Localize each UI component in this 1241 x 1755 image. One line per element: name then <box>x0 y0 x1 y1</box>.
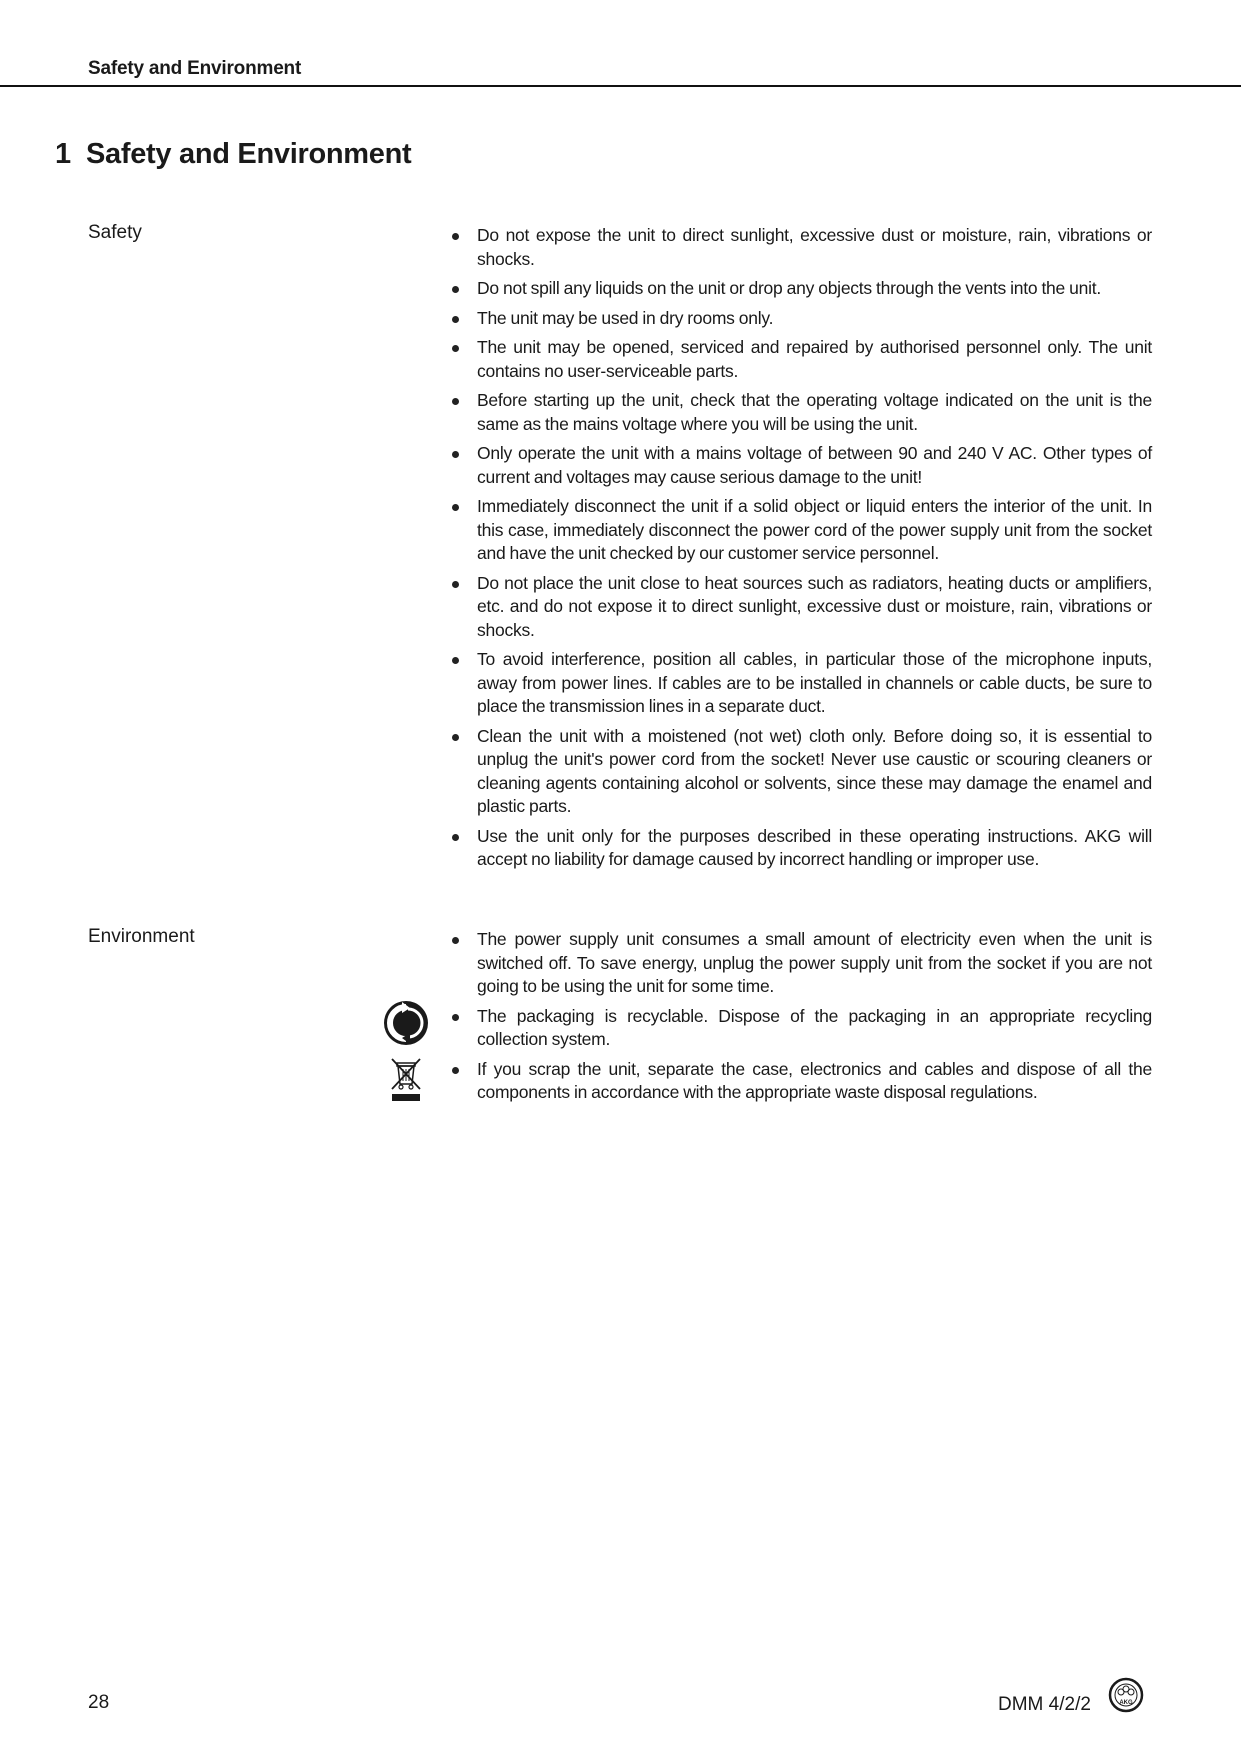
bullet-icon <box>452 734 459 741</box>
bullet-icon <box>452 937 459 944</box>
running-header: Safety and Environment <box>88 58 302 79</box>
safety-item: The unit may be used in dry rooms only. <box>452 307 1152 331</box>
bullet-icon <box>452 316 459 323</box>
bullet-icon <box>452 1014 459 1021</box>
chapter-number: 1 <box>55 138 71 170</box>
environment-section-label: Environment <box>88 926 195 947</box>
safety-section-label: Safety <box>88 222 142 243</box>
header-rule <box>0 85 1241 87</box>
bullet-icon <box>452 834 459 841</box>
bullet-icon <box>452 657 459 664</box>
bullet-icon <box>452 581 459 588</box>
environment-item: The packaging is recyclable. Dispose of the packaging in an appropriate recycling collection system. <box>452 1005 1152 1052</box>
safety-item: The unit may be opened, serviced and repaired by authorised personnel only. The unit contains no user-serviceable parts. <box>452 336 1152 383</box>
safety-item: Before starting up the unit, check that the operating voltage indicated on the unit is the same as the mains voltage where you will be using the unit. <box>452 389 1152 436</box>
safety-list <box>452 224 1152 878</box>
bullet-icon <box>452 286 459 293</box>
environment-list <box>452 928 1152 1111</box>
crossed-out-wheelie-bin-icon <box>389 1056 423 1109</box>
chapter-title <box>55 138 411 171</box>
safety-item: Clean the unit with a moistened (not wet) cloth only. Before doing so, it is essential to unplug the unit's power cord from the socket! Never use caustic or scouring cleaners or cleaning agents containing alcohol or solvents, since these may damage the enamel and plastic parts. <box>452 725 1152 819</box>
bullet-icon <box>452 345 459 352</box>
akg-logo-text: AKG <box>1119 1700 1133 1706</box>
bullet-icon <box>452 233 459 240</box>
bullet-icon <box>452 504 459 511</box>
safety-item: Do not expose the unit to direct sunlight, excessive dust or moisture, rain, vibrations or shocks. <box>452 224 1152 271</box>
safety-item: Use the unit only for the purposes described in these operating instructions. AKG will accept no liability for damage caused by incorrect handling or improper use. <box>452 825 1152 872</box>
akg-logo-icon <box>1108 1677 1144 1718</box>
bullet-icon <box>452 398 459 405</box>
safety-item: Only operate the unit with a mains voltage of between 90 and 240 V AC. Other types of current and voltages may cause serious damage to the unit! <box>452 442 1152 489</box>
bullet-icon <box>452 451 459 458</box>
safety-item: To avoid interference, position all cables, in particular those of the microphone inputs, away from power lines. If cables are to be installed in channels or cable ducts, be sure to place the transmission lines in a separate duct. <box>452 648 1152 719</box>
green-dot-recycling-icon <box>383 1000 429 1051</box>
page-number: 28 <box>88 1692 110 1713</box>
safety-item: Do not place the unit close to heat sources such as radiators, heating ducts or amplifiers, etc. and do not expose it to direct sunlight, excessive dust or moisture, rain, vibrations or shocks. <box>452 572 1152 643</box>
model-label: DMM 4/2/2 <box>998 1694 1091 1715</box>
bullet-icon <box>452 1067 459 1074</box>
safety-item: Immediately disconnect the unit if a solid object or liquid enters the interior of the unit. In this case, immediately disconnect the power cord of the power supply unit from the socket and have the unit checked by our customer service personnel. <box>452 495 1152 566</box>
safety-item: Do not spill any liquids on the unit or drop any objects through the vents into the unit. <box>452 277 1152 301</box>
environment-item: If you scrap the unit, separate the case, electronics and cables and dispose of all the components in accordance with the appropriate waste disposal regulations. <box>452 1058 1152 1105</box>
chapter-title-text: Safety and Environment <box>86 138 412 170</box>
environment-item: The power supply unit consumes a small amount of electricity even when the unit is switched off. To save energy, unplug the power supply unit from the socket if you are not going to be using the unit for some time. <box>452 928 1152 999</box>
